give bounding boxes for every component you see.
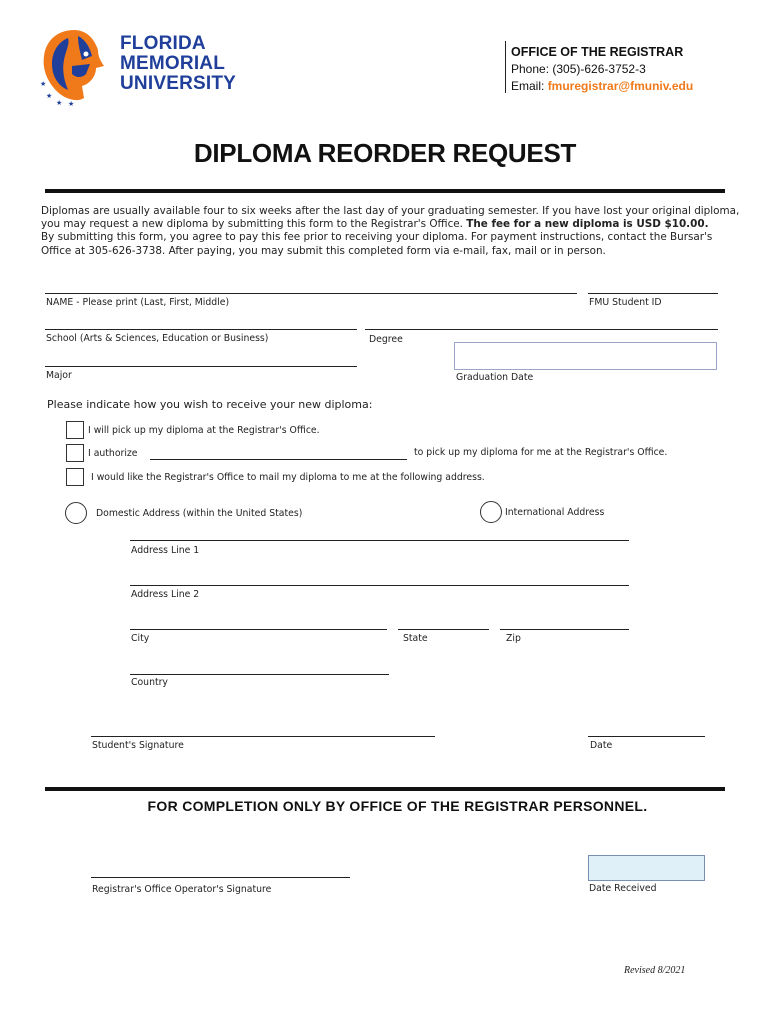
student-signature-label: Student's Signature	[92, 740, 184, 751]
svg-text:★: ★	[56, 99, 63, 106]
registrar-contact	[511, 44, 693, 95]
university-logo	[38, 26, 243, 106]
registrar-section-rule	[45, 787, 725, 791]
title-rule	[45, 189, 725, 193]
school-label: School (Arts & Sciences, Education or Business)	[46, 333, 269, 344]
authorize-label-prefix: I authorize	[88, 448, 138, 459]
lion-crest-icon	[38, 26, 110, 106]
state-label: State	[403, 633, 428, 644]
receive-prompt: Please indicate how you wish to receive your new diploma:	[47, 398, 373, 411]
svg-text:★: ★	[40, 80, 47, 88]
school-field[interactable]	[45, 329, 357, 330]
country-label: Country	[131, 677, 168, 688]
domestic-radio[interactable]	[65, 502, 87, 524]
address-line-1-field[interactable]	[130, 540, 629, 541]
major-label: Major	[46, 370, 72, 381]
operator-signature-field[interactable]	[91, 877, 350, 878]
international-label: International Address	[505, 507, 605, 518]
address-line-2-field[interactable]	[130, 585, 629, 586]
email-label: Email:	[511, 79, 545, 93]
authorize-label-suffix: to pick up my diploma for me at the Registrar's Office.	[414, 447, 668, 458]
page-title: DIPLOMA REORDER REQUEST	[193, 138, 577, 168]
degree-field[interactable]	[365, 329, 718, 330]
zip-field[interactable]	[500, 629, 629, 630]
student-id-label: FMU Student ID	[589, 297, 662, 308]
authorize-checkbox[interactable]	[66, 444, 84, 462]
name-field[interactable]	[45, 293, 577, 294]
intro-text-2: By submitting this form, you agree to pay this fee prior to receiving your diploma. For payment instructions, contact the Bursar's Office at 305-626-3738. After paying, you may submit this completed form via e-mail, fax, mail or in person.	[41, 231, 713, 257]
state-field[interactable]	[398, 629, 489, 630]
pickup-checkbox[interactable]	[66, 421, 84, 439]
zip-label: Zip	[506, 633, 521, 644]
email-link[interactable]: fmuregistrar@fmuniv.edu	[547, 79, 694, 93]
degree-label: Degree	[369, 334, 403, 345]
mail-label: I would like the Registrar's Office to mail my diploma to me at the following address.	[91, 472, 485, 483]
graduation-date-label: Graduation Date	[456, 372, 534, 383]
address-line-1-label: Address Line 1	[131, 545, 200, 556]
office-title: OFFICE OF THE REGISTRAR	[511, 45, 684, 59]
fee-notice: The fee for a new diploma is USD $10.00.	[466, 218, 709, 231]
student-id-field[interactable]	[588, 293, 718, 294]
graduation-date-field[interactable]	[454, 342, 717, 370]
city-label: City	[131, 633, 150, 644]
city-field[interactable]	[130, 629, 387, 630]
international-radio[interactable]	[480, 501, 502, 523]
intro-paragraph	[41, 205, 741, 258]
signature-date-label: Date	[590, 740, 613, 751]
date-received-field[interactable]	[588, 855, 705, 881]
operator-signature-label: Registrar's Office Operator's Signature	[92, 884, 272, 895]
logo-text-memorial: MEMORIAL	[120, 53, 226, 74]
office-phone: Phone: (305)-626-3752-3	[511, 62, 646, 76]
svg-text:★: ★	[68, 100, 75, 106]
date-received-label: Date Received	[589, 883, 657, 894]
major-field[interactable]	[45, 366, 357, 367]
signature-date-field[interactable]	[588, 736, 705, 737]
student-signature-field[interactable]	[91, 736, 435, 737]
name-label: NAME - Please print (Last, First, Middle)	[46, 297, 230, 308]
intro-text-1: Diplomas are usually available four to six weeks after the last day of your graduating semester. If you have lost your original diploma, you may request a new diploma by submitting this form to the Registrar's Office.	[41, 205, 740, 231]
revision-note: Revised 8/2021	[624, 965, 686, 976]
authorized-person-field[interactable]	[150, 459, 407, 460]
svg-text:★: ★	[46, 92, 53, 100]
registrar-section-heading: FOR COMPLETION ONLY BY OFFICE OF THE REGISTRAR PERSONNEL.	[147, 798, 648, 814]
pickup-label: I will pick up my diploma at the Registrar's Office.	[88, 425, 320, 436]
country-field[interactable]	[130, 674, 389, 675]
mail-checkbox[interactable]	[66, 468, 84, 486]
address-line-2-label: Address Line 2	[131, 589, 200, 600]
domestic-label: Domestic Address (within the United States)	[96, 508, 303, 519]
logo-text-florida: FLORIDA	[120, 33, 206, 54]
logo-text-university: UNIVERSITY	[120, 73, 237, 94]
header-divider	[505, 41, 506, 93]
